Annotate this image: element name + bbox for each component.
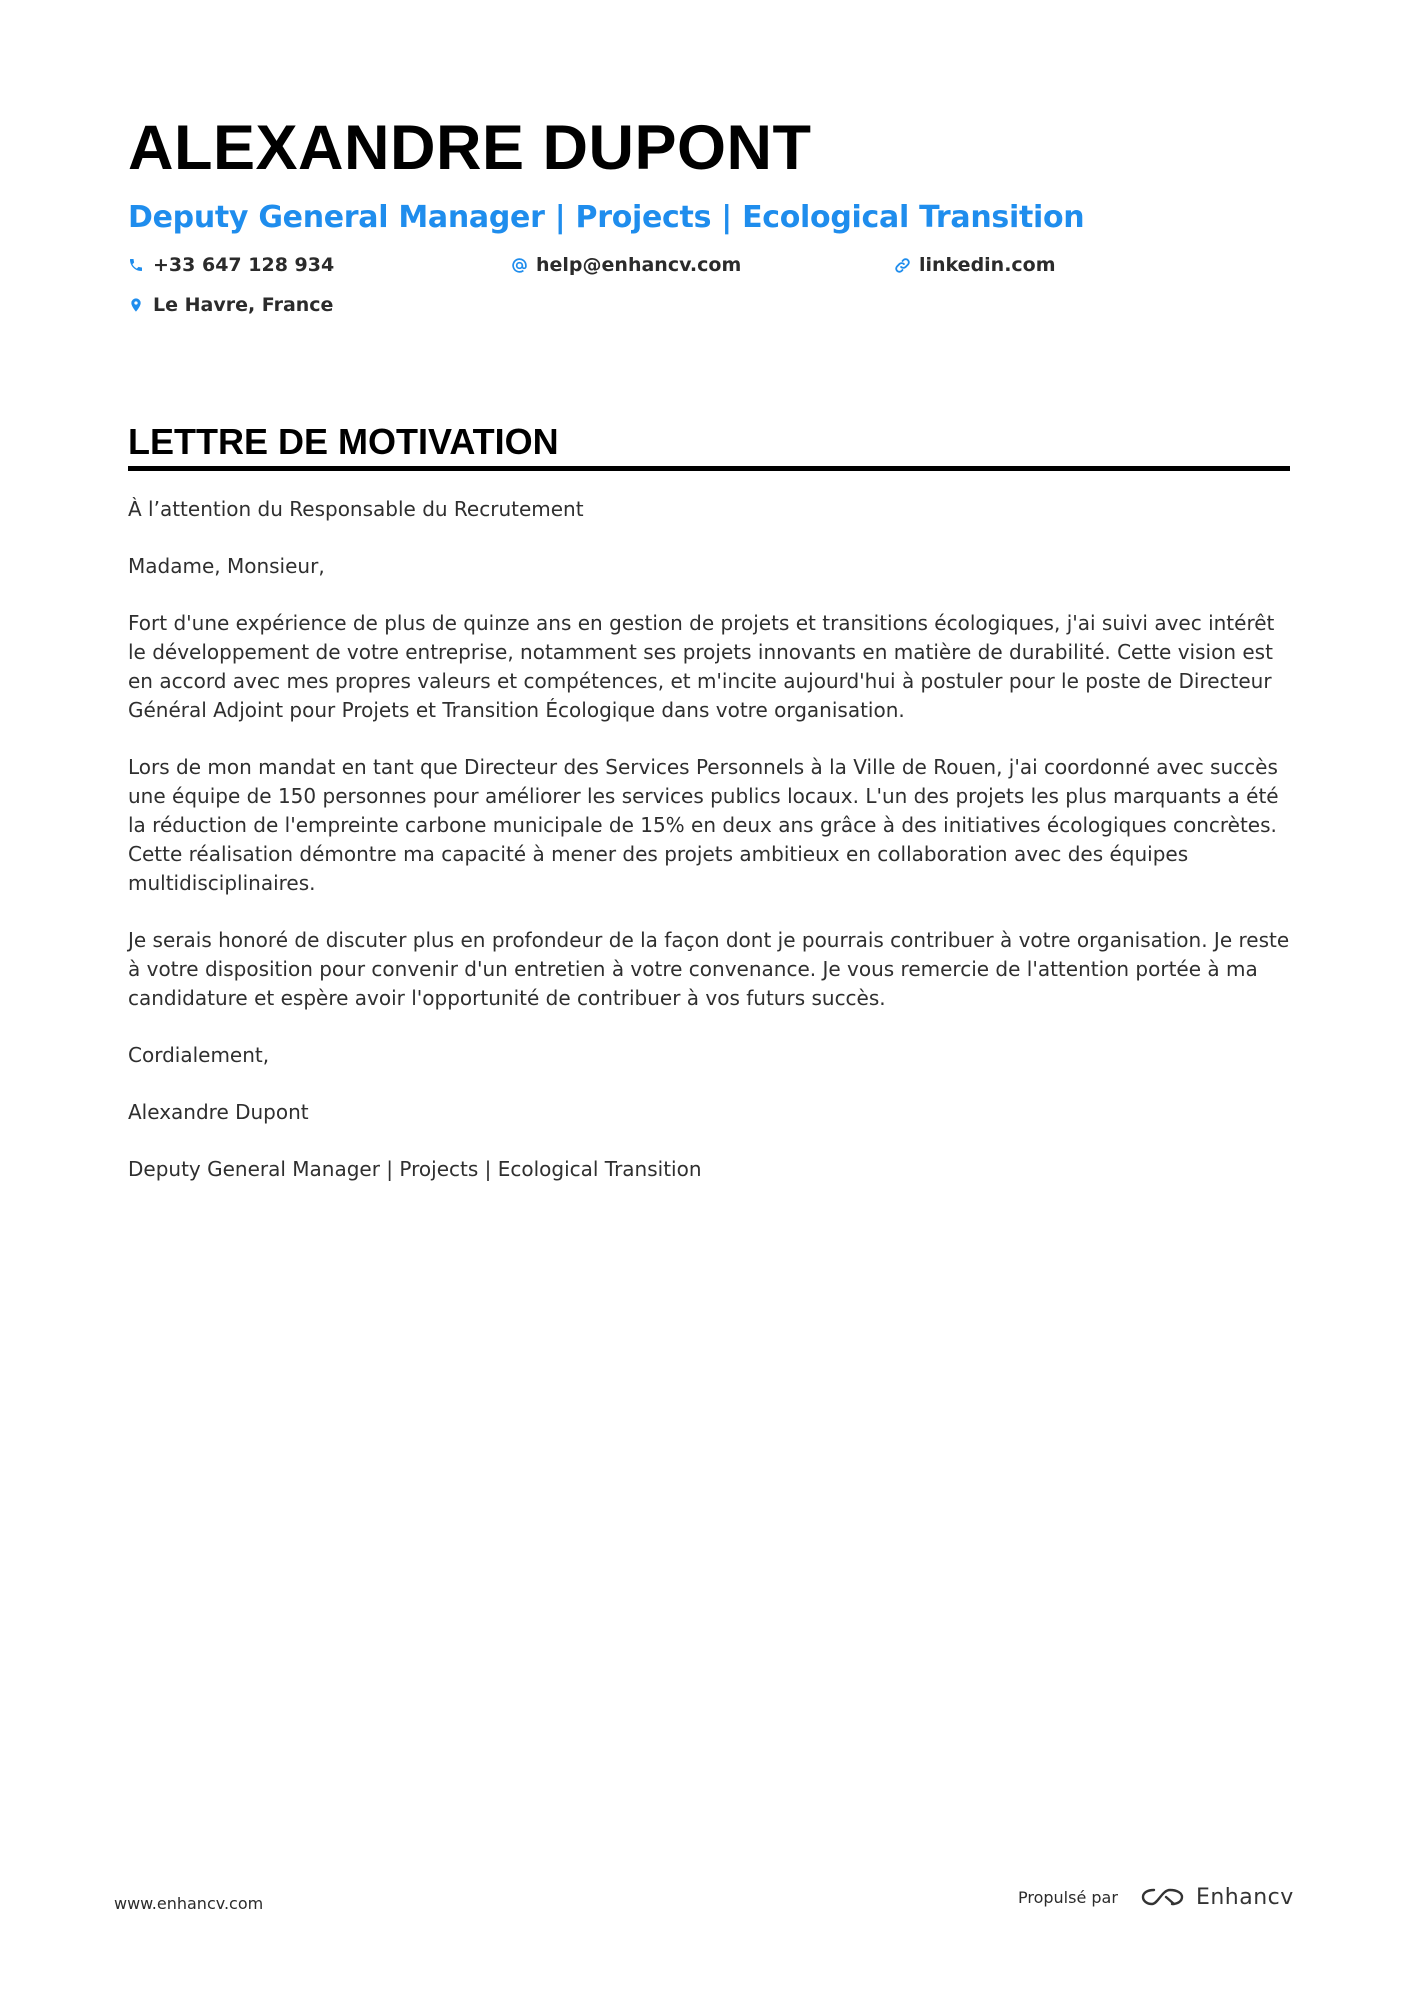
email-text: help@enhancv.com [536,254,742,276]
cover-letter-page [128,110,1290,1212]
powered-by-text: Propulsé par [1018,1887,1118,1907]
letter-paragraph-2: Lors de mon mandat en tant que Directeur des Services Personnels à la Ville de Rouen, j'ai coordonné avec succès une équipe de 150 personnes pour améliorer les services publics locaux. L'un des projets les plus marquants a été la réduction de l'empreinte carbone municipale de 15% en deux ans grâce à des initiatives écologiques concrètes. Cette réalisation démontre ma capacité à mener des projets ambitieux en collaboration avec des équipes multidisciplinaires. [128,755,1279,895]
at-icon [511,254,533,276]
letter-recipient: À l’attention du Responsable du Recrutement [128,497,584,521]
contact-phone[interactable] [128,250,334,280]
signature-title: Deputy General Manager | Projects | Ecological Transition [128,1157,702,1181]
phone-text: +33 647 128 934 [153,254,335,276]
map-pin-icon [128,294,150,316]
section-title: LETTRE DE MOTIVATION [128,421,559,462]
candidate-name: ALEXANDRE DUPONT [128,113,812,183]
phone-icon [128,254,150,276]
signature-name: Alexandre Dupont [128,1100,309,1124]
enhancv-logo-icon [1140,1884,1186,1910]
contact-email[interactable] [511,250,741,280]
location-text: Le Havre, France [153,294,334,316]
section-divider [128,466,1290,471]
letter-paragraph-3: Je serais honoré de discuter plus en profondeur de la façon dont je pourrais contribuer à votre organisation. Je reste à votre disposition pour convenir d'un entretien à votre convenance. Je vous remercie de l'attention portée à ma candidature et espère avoir l'opportunité de contribuer à vos futurs succès. [128,928,1290,1010]
candidate-role: Deputy General Manager | Projects | Ecological Transition [128,200,1085,235]
contact-linkedin[interactable] [894,250,1056,280]
footer-brand[interactable] [1018,1880,1294,1914]
linkedin-text: linkedin.com [919,254,1056,276]
letter-body [128,495,1290,1184]
link-icon [894,254,916,276]
letter-paragraph-1: Fort d'une expérience de plus de quinze ans en gestion de projets et transitions écologiques, j'ai suivi avec intérêt le développement de votre entreprise, notamment ses projets innovants en matière de durabilité. Cette vision est en accord avec mes propres valeurs et compétences, et m'incite aujourd'hui à postuler pour le poste de Directeur Général Adjoint pour Projets et Transition Écologique dans votre organisation. [128,611,1275,722]
footer-url[interactable]: www.enhancv.com [114,1894,264,1913]
contact-location [128,290,333,320]
brand-name: Enhancv [1195,1884,1294,1910]
letter-salutation: Madame, Monsieur, [128,554,325,578]
contact-info [128,250,1290,326]
letter-closing: Cordialement, [128,1043,270,1067]
